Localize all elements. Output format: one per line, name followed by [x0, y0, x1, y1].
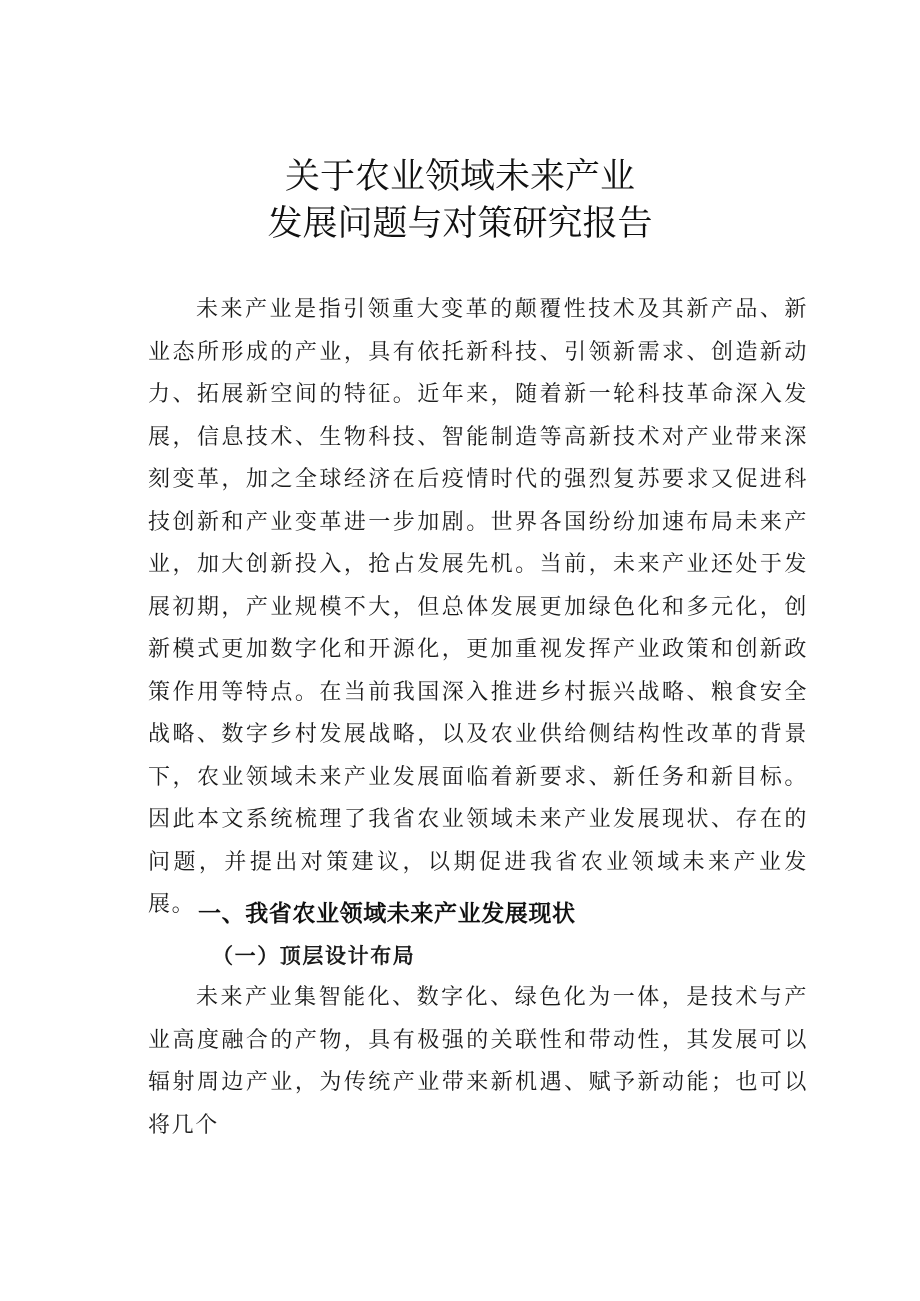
intro-paragraph: 未来产业是指引领重大变革的颠覆性技术及其新产品、新业态所形成的产业，具有依托新科技、引领新需求、创造新动力、拓展新空间的特征。近年来，随着新一轮科技革命深入发展，信息技术、生物科技、智能制造等高新技术对产业带来深刻变革，加之全球经济在后疫情时代的强烈复苏要求又促进科技创新和产业变革进一步加剧。世界各国纷纷加速布局未来产业，加大创新投入，抢占发展先机。当前，未来产业还处于发展初期，产业规模不大，但总体发展更加绿色化和多元化，创新模式更加数字化和开源化，更加重视发挥产业政策和创新政策作用等特点。在当前我国深入推进乡村振兴战略、粮食安全战略、数字乡村发展战略，以及农业供给侧结构性改革的背景下，农业领域未来产业发展面临着新要求、新任务和新目标。因此本文系统梳理了我省农业领域未来产业发展现状、存在的问题，并提出对策建议，以期促进我省农业领域未来产业发展。 — [148, 297, 808, 917]
subsection-heading: （一）顶层设计布局 — [212, 944, 416, 968]
document-title-line-2: 发展问题与对策研究报告 — [267, 204, 653, 244]
section-heading: 一、我省农业领域未来产业发展现状 — [198, 901, 576, 927]
document-title-line-1: 关于农业领域未来产业 — [284, 157, 635, 197]
body-paragraph: 未来产业集智能化、数字化、绿色化为一体，是技术与产业高度融合的产物，具有极强的关联性和带动性，其发展可以辐射周边产业，为传统产业带来新机遇、赋予新动能；也可以将几个 — [148, 985, 808, 1138]
